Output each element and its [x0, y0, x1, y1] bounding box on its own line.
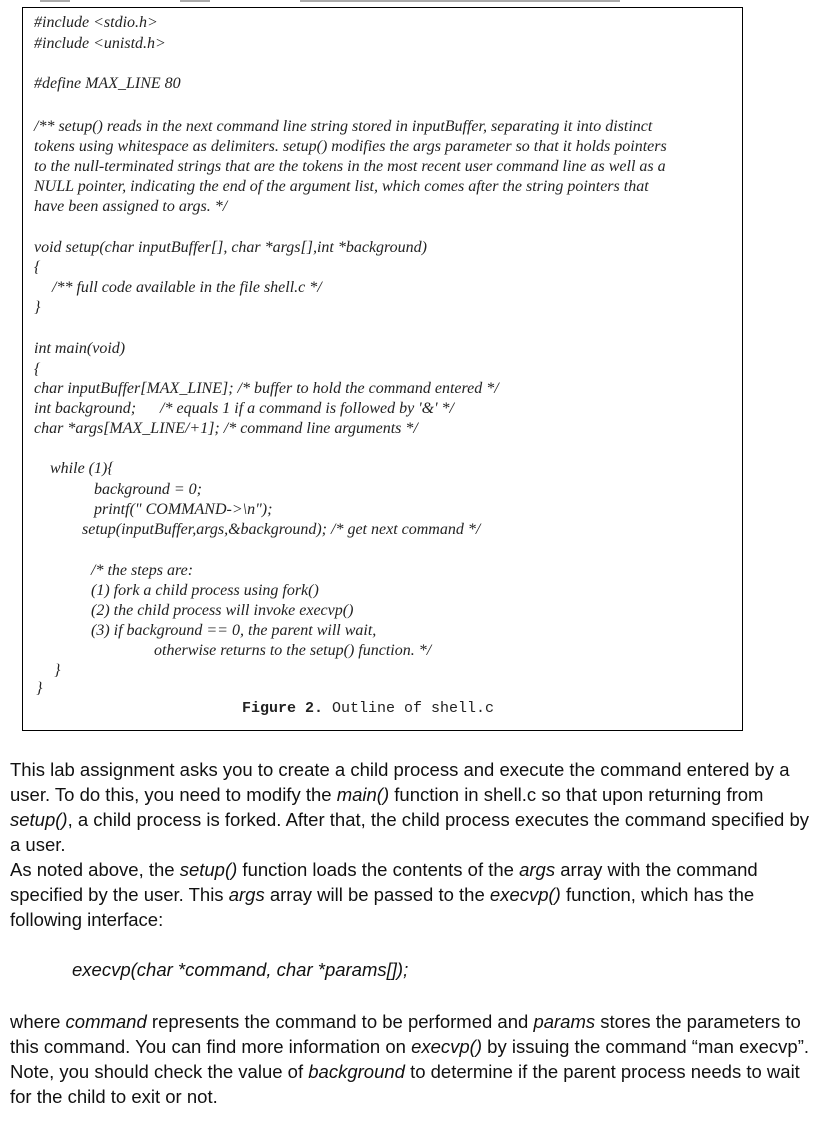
code-term: params — [533, 1011, 596, 1032]
text: to determine if the parent process needs to wait for the child to exit or not. — [10, 1061, 800, 1107]
code-line: NULL pointer, indicating the end of the argument list, which comes after the string pointers that — [34, 178, 649, 195]
text: where — [10, 1011, 66, 1032]
code-line: (1) fork a child process using fork() — [91, 582, 319, 599]
figure-caption-label: Figure 2. — [242, 700, 324, 717]
code-line: background = 0; — [94, 481, 202, 498]
code-term: setup() — [179, 859, 238, 880]
code-term: execvp() — [489, 884, 561, 905]
code-line: } — [36, 680, 43, 697]
text: , a child process is forked. After that, the child process executes the command specified by a user. — [10, 809, 809, 855]
code-term: setup() — [10, 809, 68, 830]
text: stores the parameters to this command. You can find more information on — [10, 1011, 801, 1057]
code-line: setup(inputBuffer,args,&background); /* get next command */ — [82, 521, 481, 538]
code-line: char inputBuffer[MAX_LINE]; /* buffer to hold the command entered */ — [34, 380, 499, 397]
code-term: args — [228, 884, 265, 905]
code-line: (2) the child process will invoke execvp() — [91, 602, 354, 619]
paragraph-where — [10, 1009, 815, 1109]
code-line: #include <stdio.h> — [34, 14, 158, 31]
text: array with the command specified by the user. This — [10, 859, 758, 905]
code-line: char *args[MAX_LINE/+1]; /* command line arguments */ — [34, 420, 418, 437]
text: As noted above, the — [10, 859, 180, 880]
code-line: int main(void) — [34, 340, 126, 357]
code-line: while (1){ — [50, 460, 114, 477]
text: function, which has the following interface: — [10, 884, 755, 930]
code-term: command — [65, 1011, 147, 1032]
text: function loads the contents of the — [237, 859, 520, 880]
code-line: } — [34, 299, 41, 316]
code-term: execvp() — [411, 1036, 483, 1057]
page-top-fragment — [40, 0, 70, 2]
code-line: otherwise returns to the setup() function. */ — [154, 642, 432, 659]
text: by issuing the command “man execvp”. Note, you should check the value of — [10, 1036, 809, 1082]
code-line: } — [54, 662, 61, 679]
page-top-fragment — [180, 0, 210, 2]
code-line: /** setup() reads in the next command line string stored in inputBuffer, separating it into distinct — [34, 118, 653, 135]
code-line: printf(" COMMAND->\n"); — [94, 501, 273, 518]
code-term: background — [308, 1061, 405, 1082]
code-line: { — [34, 361, 41, 378]
text: function in shell.c so that upon returning from — [389, 784, 764, 805]
code-line: have been assigned to args. */ — [34, 198, 228, 215]
figure-caption — [242, 700, 494, 717]
code-line: #define MAX_LINE 80 — [34, 75, 181, 92]
code-line: /* the steps are: — [91, 562, 194, 579]
code-line: (3) if background == 0, the parent will wait, — [91, 622, 377, 639]
code-line: to the null-terminated strings that are the tokens in the most recent user command line as well as a — [34, 158, 666, 175]
figure-caption-text: Outline of shell.c — [323, 700, 495, 717]
paragraph-setup — [10, 857, 815, 932]
page-top-fragment — [300, 0, 620, 2]
code-line: /** full code available in the file shell.c */ — [52, 279, 322, 296]
code-term: args — [519, 859, 556, 880]
code-line: int background; /* equals 1 if a command is followed by '&' */ — [34, 400, 454, 417]
text: This lab assignment asks you to create a child process and execute the command entered by a user. To do this, you need to modify the — [10, 759, 790, 805]
text: array will be passed to the — [264, 884, 490, 905]
code-line: #include <unistd.h> — [34, 35, 166, 52]
code-line: tokens using whitespace as delimiters. setup() modifies the args parameter so that it holds pointers — [34, 138, 667, 155]
execvp-signature: execvp(char *command, char *params[]); — [72, 959, 409, 980]
code-line: { — [34, 259, 41, 276]
text: represents the command to be performed and — [146, 1011, 534, 1032]
code-line: void setup(char inputBuffer[], char *args[],int *background) — [34, 239, 428, 256]
code-term: main() — [336, 784, 390, 805]
paragraph-intro — [10, 757, 815, 857]
